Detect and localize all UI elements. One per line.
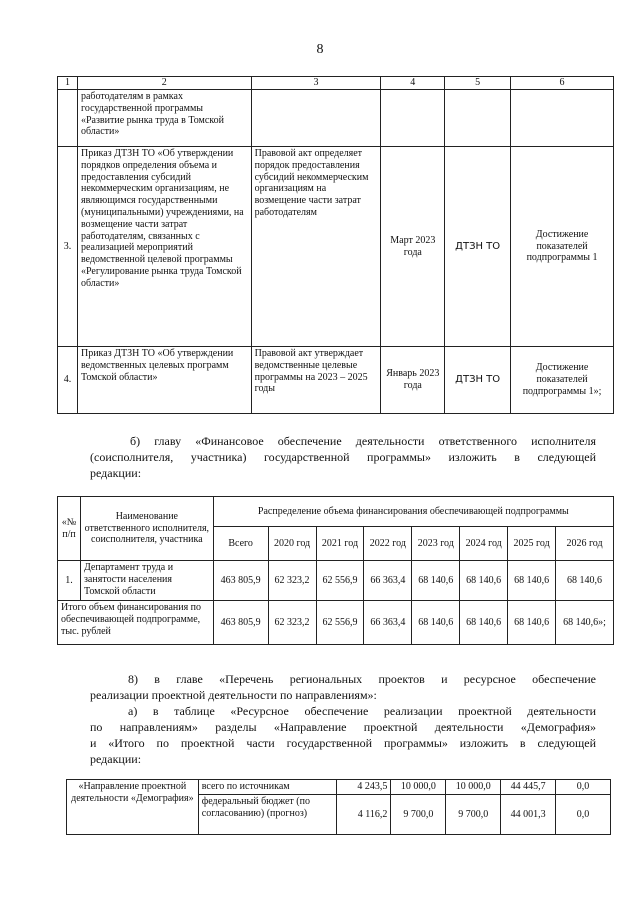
paragraph-line: 8) в главе «Перечень региональных проектов и ресурсное обеспечение	[128, 672, 596, 686]
col-header-6: 6	[511, 77, 614, 90]
value-cell: 0,0	[556, 780, 611, 795]
table-header-row	[58, 497, 614, 527]
date-cell: Март 2023 года	[381, 147, 445, 347]
value-cell: 68 140,6	[556, 561, 614, 601]
row-number: 1.	[58, 561, 81, 601]
paragraph-line: (соисполнителя, участника) государственной программы» изложить в следующей	[90, 450, 596, 464]
col-header-5: 5	[445, 77, 511, 90]
act-cell: Приказ ДТЗН ТО «Об утверждении ведомственных целевых программ Томской области»	[77, 347, 251, 414]
content-cell: Правовой акт утверждает ведомственные целевые программы на 2023 – 2025 годы	[251, 347, 381, 414]
value-cell: 66 363,4	[364, 561, 412, 601]
col-header-3: 3	[251, 77, 381, 90]
col-header-4: 4	[381, 77, 445, 90]
content-cell: Правовой акт определяет порядок предоставления субсидий некоммерческим организациям на возмещение части затрат работодателям	[251, 147, 381, 347]
paragraph-8	[90, 671, 596, 767]
paragraph-line: и «Итого по проектной части государственной программы» изложить в следующей	[90, 736, 596, 750]
value-cell: 62 556,9	[316, 601, 364, 645]
paragraph-line: редакции:	[90, 466, 142, 480]
value-cell: 62 323,2	[268, 601, 316, 645]
paragraph-b	[90, 433, 596, 481]
total-label: Итого объем финансирования по обеспечивающей подпрограмме, тыс. рублей	[58, 601, 214, 645]
col-header-1: 1	[58, 77, 78, 90]
source-cell: федеральный бюджет (по согласованию) (прогноз)	[198, 795, 336, 835]
result-cell: Достижение показателей подпрограммы 1	[511, 147, 614, 347]
project-resources-table	[66, 779, 611, 835]
value-cell: 463 805,9	[213, 561, 268, 601]
number-header: «№ п/п	[58, 497, 81, 561]
result-cell: Достижение показателей подпрограммы 1»;	[511, 347, 614, 414]
paragraph-line: по направлениям» разделы «Направление проектной деятельности «Демография»	[90, 720, 596, 734]
table-row	[58, 347, 614, 414]
paragraph-line: а) в таблице «Ресурсное обеспечение реализации проектной деятельности	[128, 704, 596, 718]
year-header: 2023 год	[412, 527, 460, 561]
value-cell: 68 140,6	[412, 561, 460, 601]
year-header: 2025 год	[508, 527, 556, 561]
year-header: Всего	[213, 527, 268, 561]
name-header: Наименование ответственного исполнителя, соисполнителя, участника	[80, 497, 213, 561]
value-cell: 66 363,4	[364, 601, 412, 645]
col-header-2: 2	[77, 77, 251, 90]
paragraph-line: редакции:	[90, 752, 142, 766]
date-cell: Январь 2023 года	[381, 347, 445, 414]
value-cell: 68 140,6	[412, 601, 460, 645]
table-row	[58, 561, 614, 601]
value-cell: 10 000,0	[391, 780, 446, 795]
value-cell: 68 140,6	[460, 601, 508, 645]
value-cell: 68 140,6»;	[556, 601, 614, 645]
executor-cell: ДТЗН ТО	[445, 347, 511, 414]
direction-cell: «Направление проектной деятельности «Демография»	[67, 780, 199, 835]
year-header: 2022 год	[364, 527, 412, 561]
value-cell: 4 243,5	[336, 780, 391, 795]
page-number: 8	[316, 42, 324, 57]
legal-acts-table	[57, 76, 614, 414]
table-header-row	[58, 77, 614, 90]
value-cell: 68 140,6	[508, 601, 556, 645]
value-cell: 68 140,6	[460, 561, 508, 601]
year-header: 2020 год	[268, 527, 316, 561]
act-cell: Приказ ДТЗН ТО «Об утверждении порядков определения объема и предоставления субсидий некоммерческим организациям, не являющимся государственными (муниципальными) учреждениями, на возмещение части затрат работодателям, связанных с реализацией мероприятий ведомственной целевой программы «Регулирование рынка труда Томской области»	[77, 147, 251, 347]
table-row	[67, 780, 611, 795]
value-cell: 0,0	[556, 795, 611, 835]
year-header: 2026 год	[556, 527, 614, 561]
value-cell: 9 700,0	[446, 795, 501, 835]
value-cell: 68 140,6	[508, 561, 556, 601]
distribution-header: Распределение объема финансирования обеспечивающей подпрограммы	[213, 497, 613, 527]
table-row	[58, 147, 614, 347]
table-row	[58, 90, 614, 147]
financing-table	[57, 496, 614, 645]
value-cell: 44 445,7	[501, 780, 556, 795]
row-number: 3.	[58, 147, 78, 347]
value-cell: 62 556,9	[316, 561, 364, 601]
value-cell: 4 116,2	[336, 795, 391, 835]
row-number: 4.	[58, 347, 78, 414]
executor-name: Департамент труда и занятости населения Томской области	[80, 561, 213, 601]
paragraph-line: реализации проектной деятельности по направлениям»:	[90, 688, 377, 702]
value-cell: 44 001,3	[501, 795, 556, 835]
value-cell: 62 323,2	[268, 561, 316, 601]
value-cell: 9 700,0	[391, 795, 446, 835]
act-cell: работодателям в рамках государственной программы «Развитие рынка труда в Томской области»	[77, 90, 251, 147]
value-cell: 10 000,0	[446, 780, 501, 795]
executor-cell: ДТЗН ТО	[445, 147, 511, 347]
total-row	[58, 601, 614, 645]
paragraph-line: б) главу «Финансовое обеспечение деятельности ответственного исполнителя	[130, 434, 596, 448]
value-cell: 463 805,9	[213, 601, 268, 645]
source-cell: всего по источникам	[198, 780, 336, 795]
year-header: 2021 год	[316, 527, 364, 561]
year-header: 2024 год	[460, 527, 508, 561]
